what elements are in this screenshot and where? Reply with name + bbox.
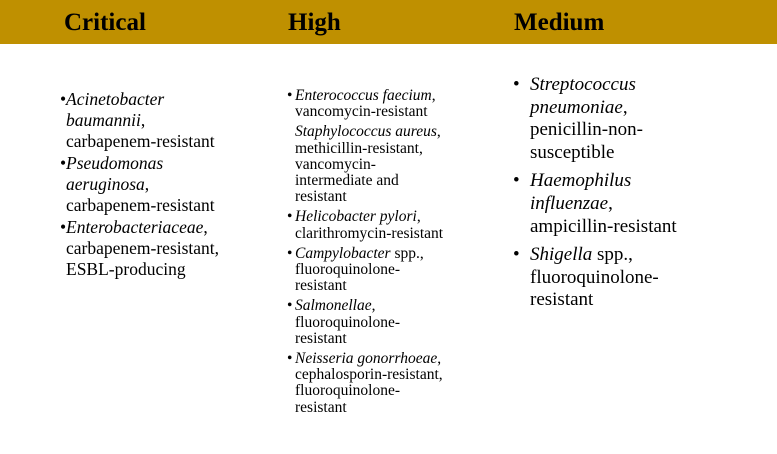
- pathogen-name-line: [530, 74, 677, 97]
- pathogen-item: [60, 89, 219, 152]
- pathogen-item: [287, 246, 443, 295]
- pathogen-name: Enterococcus faecium: [295, 87, 432, 104]
- resistance-text: resistant: [295, 188, 347, 206]
- pathogen-name-cont: baumannii: [66, 110, 141, 130]
- pathogen-item: [287, 209, 443, 241]
- pathogen-name-line: [66, 217, 219, 238]
- pathogen-name-line: [66, 89, 219, 110]
- pathogen-name-line: [295, 298, 443, 314]
- pathogen-item: [513, 74, 677, 164]
- pathogen-name-line: [66, 153, 219, 174]
- bullet-marker: •: [287, 208, 293, 226]
- pathogen-name: Neisseria gonorrhoeae: [295, 350, 438, 368]
- bullet-marker: •: [513, 74, 520, 95]
- pathogen-name: Enterobacteriaceae: [66, 217, 204, 237]
- column-title-high: High: [288, 9, 341, 36]
- pathogen-name: Shigella: [530, 244, 593, 266]
- resistance-text: penicillin-non-: [530, 119, 643, 141]
- pathogen-punct: spp.,: [390, 244, 424, 262]
- pathogen-punct: ,: [431, 87, 436, 104]
- pathogen-punct: spp.,: [592, 244, 633, 266]
- pathogen-punct: ,: [203, 217, 208, 237]
- pathogen-item: [60, 153, 219, 216]
- pathogen-name-line: [530, 244, 677, 267]
- bullet-marker: •: [60, 153, 67, 173]
- pathogen-name-cont: influenzae: [530, 192, 609, 214]
- resistance-text: carbapenem-resistant: [66, 131, 215, 151]
- pathogen-item: [287, 88, 443, 120]
- bullet-marker: •: [513, 244, 520, 266]
- pathogen-name: Salmonellae: [295, 297, 372, 315]
- resistance-text: fluoroquinolone-: [530, 266, 659, 288]
- resistance-text: susceptible: [530, 141, 615, 163]
- bullet-marker: •: [287, 350, 293, 368]
- high-pathogen-list: [287, 88, 443, 420]
- resistance-text: fluoroquinolone-: [295, 261, 401, 279]
- resistance-text: resistant: [295, 329, 347, 347]
- pathogen-name: Streptococcus: [530, 74, 636, 95]
- pathogen-item: [513, 170, 677, 238]
- resistance-text: fluoroquinolone-: [295, 382, 401, 400]
- resistance-text: methicillin-resistant,: [295, 139, 423, 157]
- pathogen-name-line: [66, 110, 219, 131]
- pathogen-name: Acinetobacter: [66, 89, 165, 109]
- column-title-medium: Medium: [514, 9, 605, 36]
- pathogen-name: Campylobacter: [295, 244, 391, 262]
- resistance-text: resistant: [295, 398, 347, 416]
- pathogen-name-cont: aeruginosa: [66, 174, 145, 194]
- resistance-text: carbapenem-resistant,: [66, 238, 220, 258]
- pathogen-punct: ,: [371, 297, 376, 315]
- pathogen-item: [513, 244, 677, 312]
- pathogen-item: [287, 351, 443, 416]
- pathogen-name-line: [530, 170, 677, 193]
- pathogen-punct: ,: [144, 174, 150, 194]
- critical-pathogen-list: [60, 89, 219, 281]
- pathogen-punct: ,: [608, 192, 613, 214]
- resistance-text: resistant: [530, 289, 594, 311]
- pathogen-name: Haemophilus: [530, 170, 632, 192]
- bullet-marker: •: [287, 87, 293, 104]
- pathogen-punct: ,: [437, 350, 442, 368]
- pathogen-punct: ,: [416, 208, 421, 226]
- bullet-marker: •: [513, 170, 520, 192]
- pathogen-name-line: [295, 124, 443, 140]
- resistance-text: vancomycin-: [295, 155, 376, 173]
- resistance-text: carbapenem-resistant: [66, 195, 215, 215]
- pathogen-name-cont: pneumoniae: [530, 96, 623, 118]
- resistance-text: vancomycin-resistant: [295, 103, 428, 121]
- pathogen-item: [287, 124, 443, 205]
- pathogen-name-line: [66, 174, 219, 195]
- resistance-text: cephalosporin-resistant,: [295, 366, 443, 384]
- pathogen-punct: ,: [436, 123, 441, 141]
- medium-pathogen-list: [513, 74, 677, 318]
- pathogen-name: Helicobacter pylori: [295, 208, 417, 226]
- pathogen-punct: ,: [140, 110, 146, 130]
- pathogen-item: [60, 217, 219, 280]
- resistance-text: resistant: [295, 277, 347, 295]
- pathogen-name-line: [295, 351, 443, 367]
- resistance-text: clarithromycin-resistant: [295, 224, 444, 242]
- resistance-text: intermediate and: [295, 172, 399, 190]
- pathogen-name-line: [295, 246, 443, 262]
- pathogen-name: Pseudomonas: [66, 153, 164, 173]
- resistance-text: fluoroquinolone-: [295, 313, 401, 331]
- resistance-text: ESBL-producing: [66, 259, 186, 279]
- bullet-marker: •: [287, 244, 293, 262]
- bullet-marker: •: [287, 297, 293, 315]
- pathogen-name: Staphylococcus aureus: [295, 123, 437, 141]
- pathogen-name-line: [295, 88, 443, 104]
- pathogen-name-line: [530, 193, 677, 216]
- pathogen-item: [287, 298, 443, 347]
- pathogen-name-line: [530, 97, 677, 120]
- column-title-critical: Critical: [64, 9, 146, 36]
- pathogen-punct: ,: [622, 96, 628, 118]
- pathogen-name-line: [295, 209, 443, 225]
- bullet-marker: •: [60, 89, 67, 109]
- resistance-text: ampicillin-resistant: [530, 215, 677, 237]
- bullet-marker: •: [60, 217, 67, 237]
